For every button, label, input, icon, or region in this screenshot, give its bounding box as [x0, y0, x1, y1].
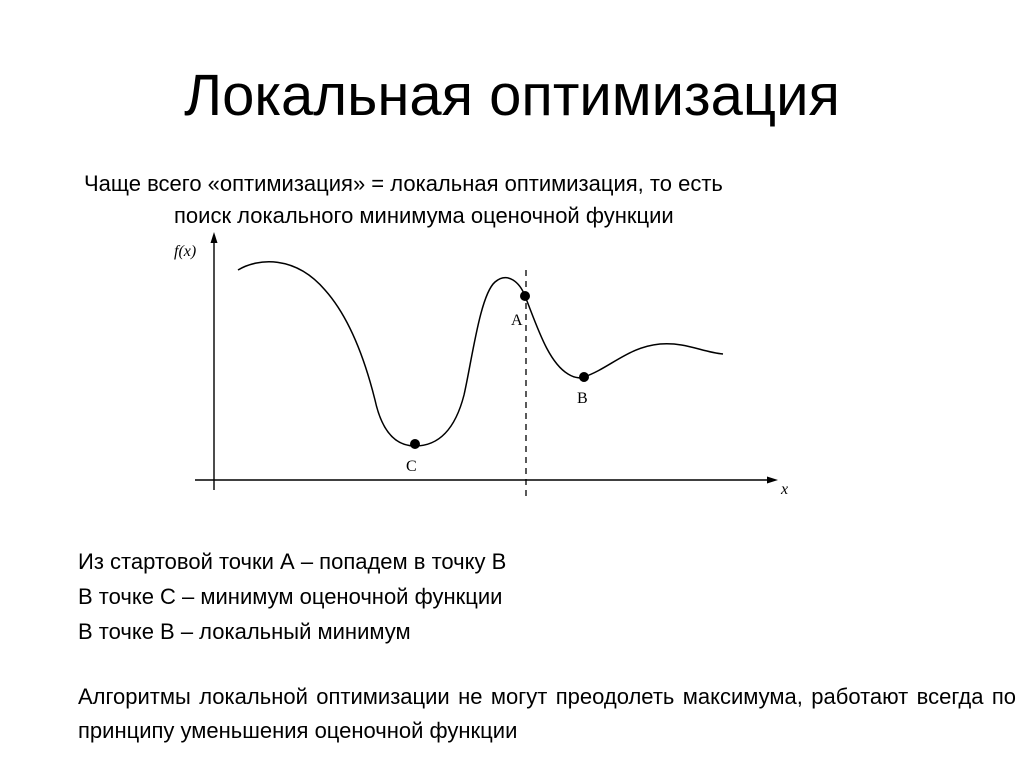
x-axis-label: x: [781, 481, 789, 498]
point-b-label: B: [577, 390, 588, 407]
statement-item: В точке С – минимум оценочной функции: [78, 584, 503, 609]
intro-text: [84, 168, 944, 232]
y-axis-label: f(x): [174, 243, 197, 260]
point-c-label: C: [406, 458, 417, 475]
statement-item: Из стартовой точки А – попадем в точку В: [78, 549, 507, 574]
point-a-label: A: [511, 312, 523, 329]
conclusion-text: Алгоритмы локальной оптимизации не могут преодолеть максимума, работают всегда по принципу уменьшения оценочной функции: [78, 684, 1016, 743]
statement-item: В точке В – локальный минимум: [78, 619, 411, 644]
x-axis-arrow: [767, 477, 778, 484]
slide-title: Локальная оптимизация: [184, 63, 840, 128]
function-curve: [238, 262, 723, 446]
point-c-marker: [410, 439, 420, 449]
intro-line-2: поиск локального минимума оценочной функции: [174, 203, 674, 228]
point-a-marker: [520, 291, 530, 301]
point-b-marker: [579, 372, 589, 382]
y-axis-arrow: [211, 232, 218, 243]
intro-line-1: Чаще всего «оптимизация» = локальная оптимизация, то есть: [84, 171, 723, 196]
statements-list: [78, 544, 978, 649]
